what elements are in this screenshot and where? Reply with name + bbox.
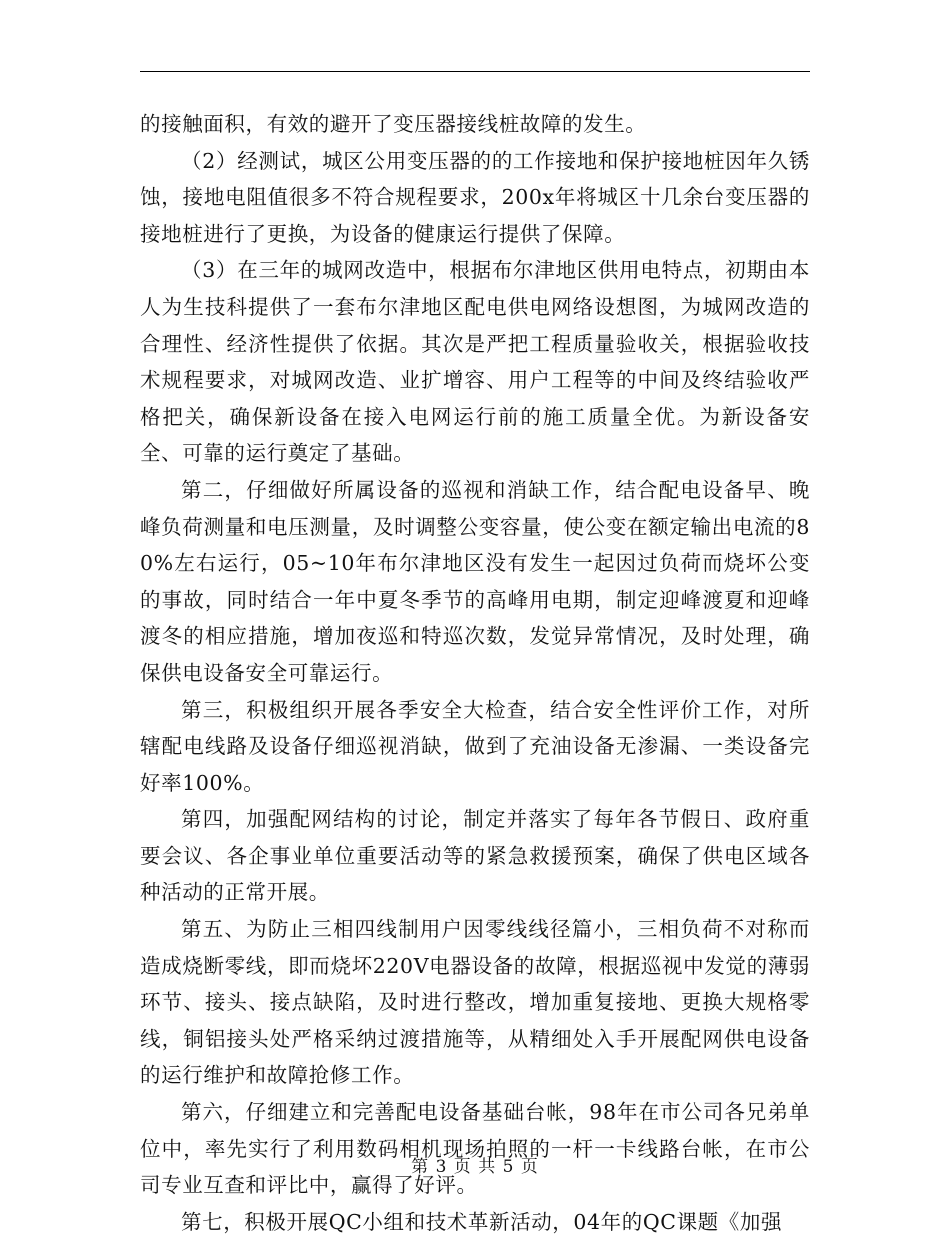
paragraph: （2）经测试，城区公用变压器的的工作接地和保护接地桩因年久锈蚀，接地电阻值很多不符合规程要求，200x年将城区十几余台变压器的接地桩进行了更换，为设备的健康运行提供了保障。 [140, 148, 810, 246]
paragraph: 第三，积极组织开展各季安全大检查，结合安全性评价工作，对所辖配电线路及设备仔细巡视消缺，做到了充油设备无渗漏、一类设备完好率100%。 [140, 697, 810, 795]
paragraph: （3）在三年的城网改造中，根据布尔津地区供用电特点，初期由本人为生技科提供了一套布尔津地区配电供电网络设想图，为城网改造的合理性、经济性提供了依据。其次是严把工程质量验收关，根据验收技术规程要求，对城网改造、业扩增容、用户工程等的中间及终结验收严格把关，确保新设备在接入电网运行前的施工质量全优。为新设备安全、可靠的运行奠定了基础。 [140, 258, 810, 466]
paragraph: 的接触面积，有效的避开了变压器接线桩故障的发生。 [140, 112, 647, 136]
page-number-footer: 第 3 页 共 5 页 [411, 1157, 539, 1177]
document-body [140, 106, 810, 1240]
paragraph: 第二，仔细做好所属设备的巡视和消缺工作，结合配电设备早、晚峰负荷测量和电压测量，及时调整公变容量，使公变在额定输出电流的80%左右运行，05~10年布尔津地区没有发生一起因过负荷而烧坏公变的事故，同时结合一年中夏冬季节的高峰用电期，制定迎峰渡夏和迎峰渡冬的相应措施，增加夜巡和特巡次数，发觉异常情况，及时处理，确保供电设备安全可靠运行。 [140, 477, 810, 685]
paragraph: 第七，积极开展QC小组和技术革新活动，04年的QC课题《加强 [181, 1209, 783, 1234]
paragraph: 第五、为防止三相四线制用户因零线线径篇小，三相负荷不对称而造成烧断零线，即而烧坏220V电器设备的故障，根据巡视中发觉的薄弱环节、接头、接点缺陷，及时进行整改，增加重复接地、更换大规格零线，铜铝接头处严格采纳过渡措施等，从精细处入手开展配网供电设备的运行维护和故障抢修工作。 [140, 917, 810, 1088]
header-rule [140, 71, 810, 72]
paragraph: 第六，仔细建立和完善配电设备基础台帐，98年在市公司各兄弟单位中，率先实行了利用数码相机现场拍照的一杆一卡线路台帐，在市公司专业互查和评比中，赢得了好评。 [140, 1100, 810, 1198]
paragraph: 第四，加强配网结构的讨论，制定并落实了每年各节假日、政府重要会议、各企事业单位重要活动等的紧急救援预案，确保了供电区域各种活动的正常开展。 [140, 807, 810, 905]
